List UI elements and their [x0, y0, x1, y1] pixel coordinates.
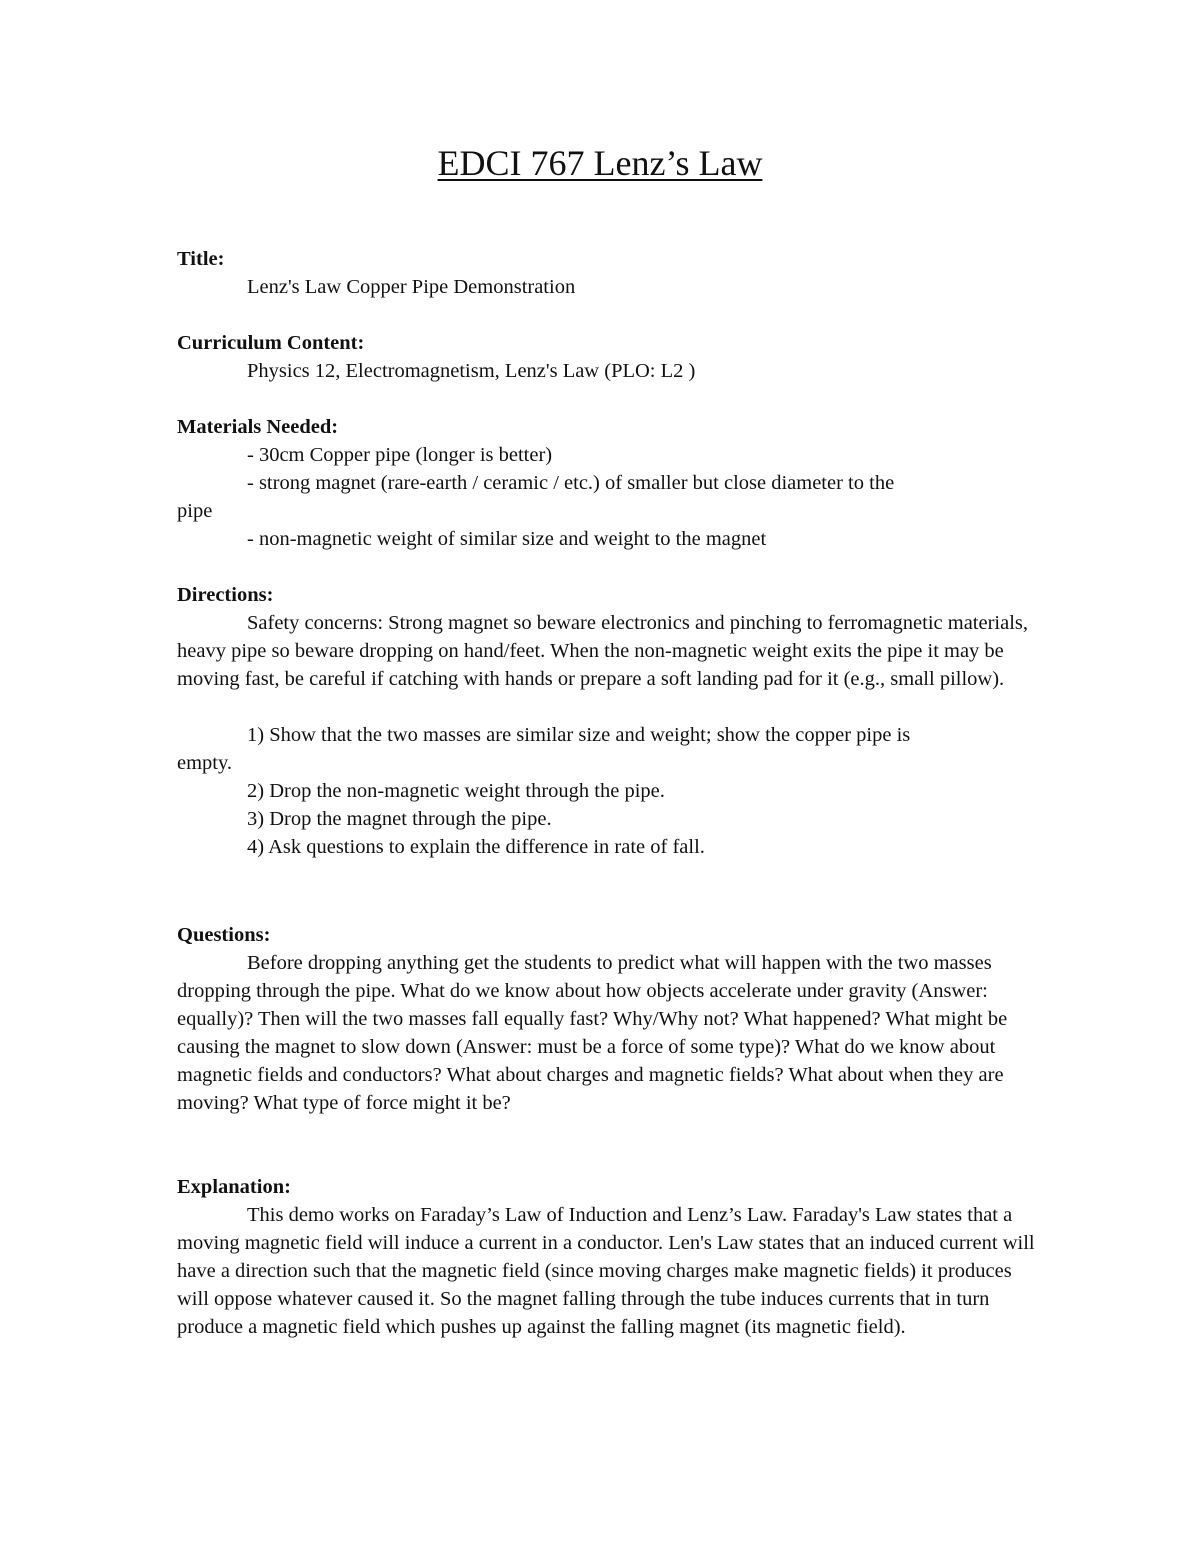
questions-text: Before dropping anything get the students to predict what will happen with the two masses dropping through the pipe. What do we know about how objects accelerate under gravity (Answer: equally)? Then will the two masses fall equally fast? Why/Why not? What happened? What might be causing the magnet to slow down (Answer: must be a force of some type)? What do we know about magnetic fields and conductors? What about charges and magnetic fields? What about when they are moving? What type of force might it be?	[177, 952, 1008, 1114]
section-heading-questions: Questions:	[177, 924, 271, 946]
title-text: Lenz's Law Copper Pipe Demonstration	[247, 276, 576, 298]
section-heading-title: Title:	[177, 248, 225, 270]
document-title: EDCI 767 Lenz’s Law	[437, 143, 763, 183]
section-heading-explanation: Explanation:	[177, 1176, 291, 1198]
directions-step-4: 4) Ask questions to explain the difference in rate of fall.	[247, 836, 705, 858]
section-heading-directions: Directions:	[177, 584, 274, 606]
materials-item-2-wrap: pipe	[177, 500, 213, 522]
materials-item-1: - 30cm Copper pipe (longer is better)	[247, 444, 553, 466]
materials-item-2: - strong magnet (rare-earth / ceramic / etc.) of smaller but close diameter to the	[247, 472, 895, 494]
curriculum-text: Physics 12, Electromagnetism, Lenz's Law (PLO: L2 )	[247, 360, 696, 382]
spacer	[177, 693, 1037, 721]
section-questions	[177, 921, 1037, 1117]
directions-safety: Safety concerns: Strong magnet so beware electronics and pinching to ferromagnetic materials, heavy pipe so beware dropping on hand/feet. When the non-magnetic weight exits the pipe it may be moving fast, be careful if catching with hands or prepare a soft landing pad for it (e.g., small pillow).	[177, 612, 1029, 690]
section-curriculum	[177, 329, 1037, 385]
section-explanation	[177, 1173, 1037, 1341]
explanation-text: This demo works on Faraday’s Law of Induction and Lenz’s Law. Faraday's Law states that a moving magnetic field will induce a current in a conductor. Len's Law states that an induced current will have a direction such that the magnetic field (since moving charges make magnetic fields) it produces will oppose whatever caused it. So the magnet falling through the tube induces currents that in turn produce a magnetic field which pushes up against the falling magnet (its magnetic field).	[177, 1204, 1035, 1338]
section-heading-curriculum: Curriculum Content:	[177, 332, 365, 354]
section-directions	[177, 581, 1037, 861]
section-title	[177, 245, 1037, 301]
directions-step-3: 3) Drop the magnet through the pipe.	[247, 808, 552, 830]
materials-item-3: - non-magnetic weight of similar size and weight to the magnet	[247, 528, 767, 550]
directions-step-1: 1) Show that the two masses are similar size and weight; show the copper pipe is	[247, 724, 911, 746]
section-heading-materials: Materials Needed:	[177, 416, 339, 438]
directions-step-2: 2) Drop the non-magnetic weight through the pipe.	[247, 780, 665, 802]
directions-step-1-wrap: empty.	[177, 752, 233, 774]
section-materials	[177, 413, 1037, 553]
